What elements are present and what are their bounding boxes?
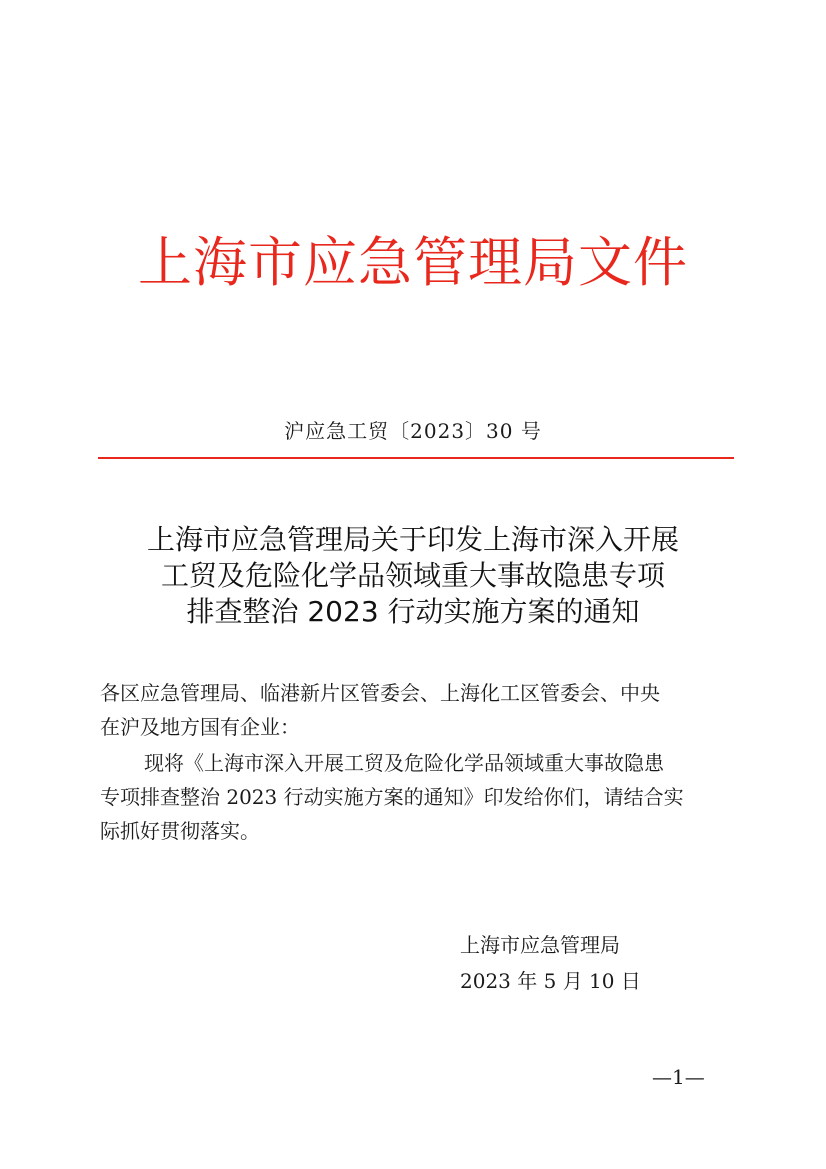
body-paragraph (100, 746, 740, 848)
document-header-title: 上海市应急管理局文件 (138, 231, 688, 294)
title-line: 上海市应急管理局关于印发上海市深入开展 (146, 523, 679, 556)
recipients-line: 在沪及地方国有企业： (100, 715, 300, 739)
paragraph-line: 际抓好贯彻落实。 (100, 819, 260, 843)
issue-date: 2023 年 5 月 10 日 (460, 969, 641, 993)
paragraph-line: 现将《上海市深入开展工贸及危险化学品领域重大事故隐患 (144, 751, 664, 775)
issuer-signature: 上海市应急管理局 (460, 933, 620, 957)
page-number: —1— (652, 1065, 705, 1089)
title-line: 工贸及危险化学品领域重大事故隐患专项 (160, 559, 665, 592)
recipients-block (100, 676, 740, 744)
document-number: 沪应急工贸〔2023〕30 号 (284, 419, 542, 443)
recipients-line: 各区应急管理局、临港新片区管委会、上海化工区管委会、中央 (100, 681, 660, 705)
document-title (60, 522, 766, 630)
paragraph-line: 专项排查整治 2023 行动实施方案的通知》印发给你们，请结合实 (100, 785, 684, 809)
title-line: 排查整治 2023 行动实施方案的通知 (186, 595, 640, 628)
red-separator-line (98, 457, 734, 459)
